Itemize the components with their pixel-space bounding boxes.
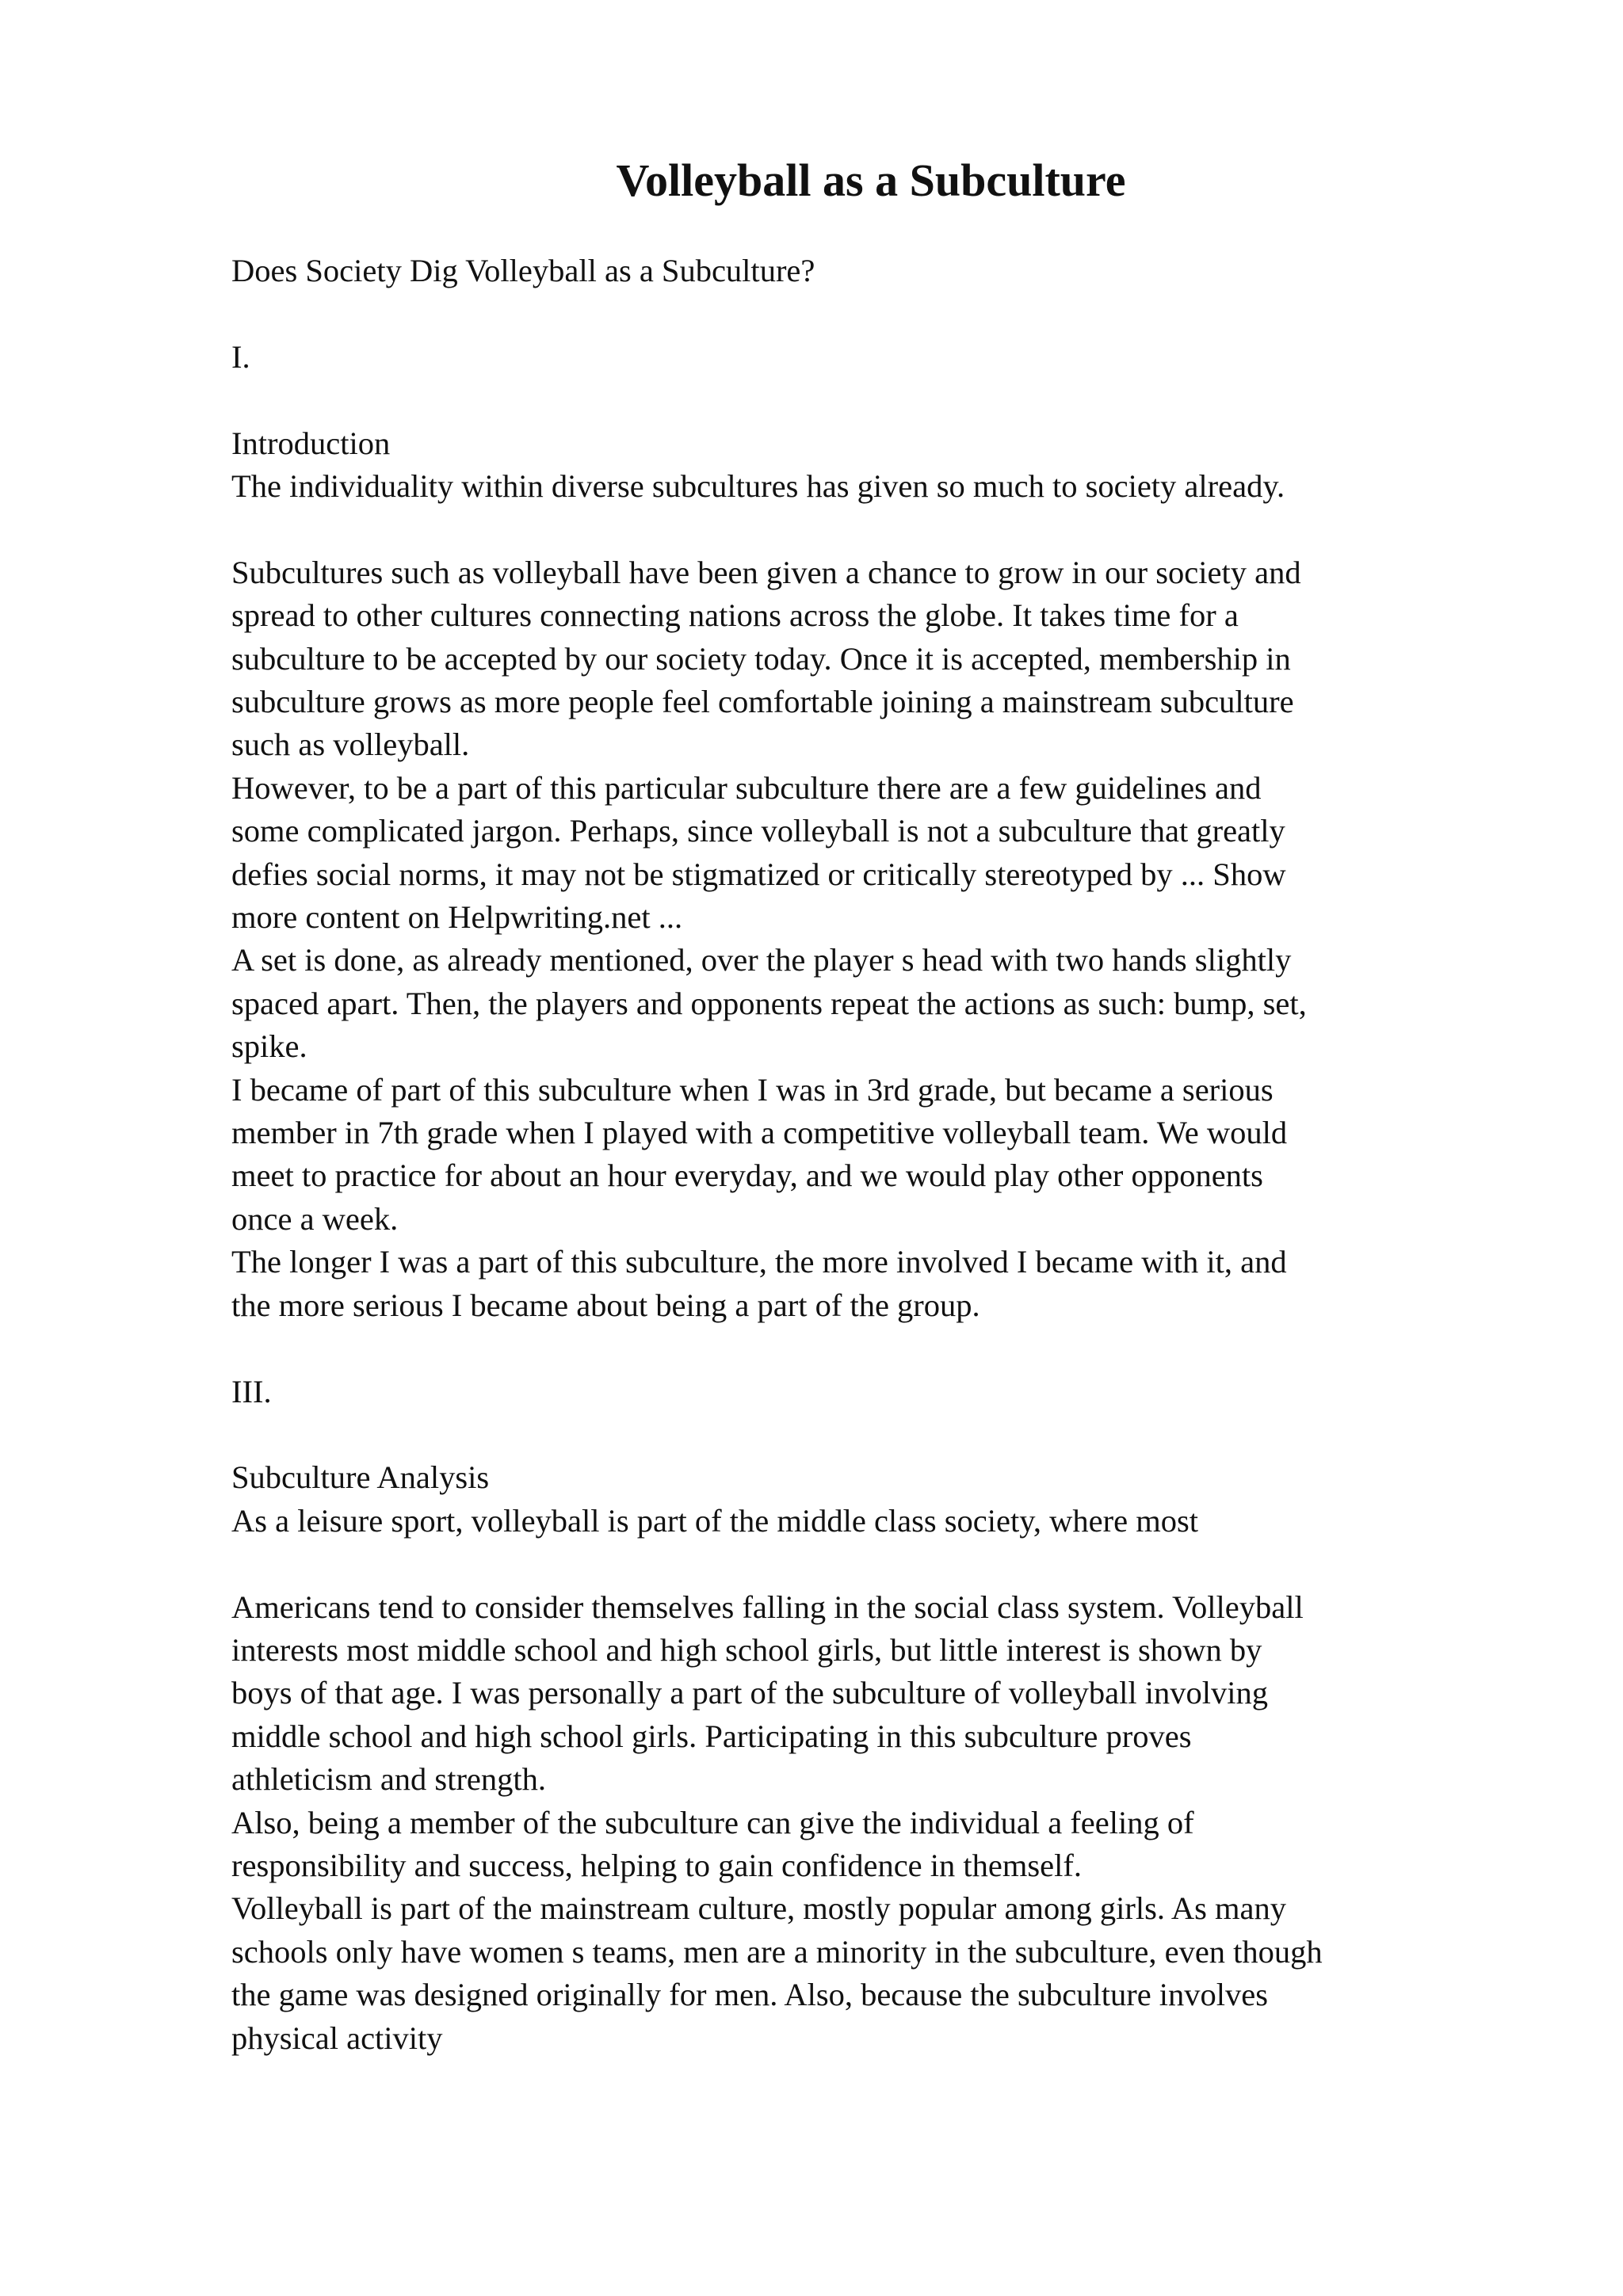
text-line: Does Society Dig Volleyball as a Subculture?: [231, 253, 815, 288]
text-line: meet to practice for about an hour everyday, and we would play other opponents: [231, 1158, 1263, 1194]
blank-line: [231, 292, 1515, 335]
text-line: athleticism and strength.: [231, 1761, 547, 1798]
text-line: defies social norms, it may not be stigmatized or critically stereotyped by ... Show: [231, 856, 1286, 892]
document-body: [231, 250, 1515, 2060]
text-line: middle school and high school girls. Participating in this subculture proves: [231, 1718, 1192, 1754]
text-line: The individuality within diverse subcultures has given so much to society already.: [231, 468, 1285, 504]
text-line: once a week.: [231, 1200, 399, 1237]
text-line: member in 7th grade when I played with a competitive volleyball team. We would: [231, 1115, 1288, 1151]
text-line: the game was designed originally for men. Also, because the subculture involves: [231, 1977, 1269, 2013]
text-line: the more serious I became about being a part of the group.: [231, 1287, 980, 1323]
text-line: Introduction: [231, 425, 391, 461]
text-line: more content on Helpwriting.net ...: [231, 899, 683, 936]
text-line: A set is done, as already mentioned, over the player s head with two hands slightly: [231, 942, 1292, 978]
text-line: physical activity: [231, 2019, 443, 2056]
text-line: III.: [231, 1373, 272, 1409]
text-line: subculture grows as more people feel comfortable joining a mainstream subculture: [231, 684, 1294, 720]
text-line: Subculture Analysis: [231, 1459, 490, 1496]
text-line: As a leisure sport, volleyball is part of the middle class society, where most: [231, 1502, 1198, 1539]
text-line: boys of that age. I was personally a part of the subculture of volleyball involving: [231, 1675, 1269, 1711]
text-line: I.: [231, 338, 250, 375]
text-line: subculture to be accepted by our society today. Once it is accepted, membership in: [231, 640, 1291, 677]
text-line: spaced apart. Then, the players and opponents repeat the actions as such: bump, set,: [231, 985, 1307, 1021]
text-line: spike.: [231, 1028, 307, 1065]
text-line: Also, being a member of the subculture can give the individual a feeling of: [231, 1804, 1194, 1840]
document-title: Volleyball as a Subculture: [616, 154, 1126, 206]
text-line: responsibility and success, helping to gain confidence in themself.: [231, 1847, 1082, 1883]
text-line: interests most middle school and high school girls, but little interest is shown by: [231, 1631, 1262, 1668]
text-line: Subcultures such as volleyball have been given a chance to grow in our society and: [231, 554, 1301, 590]
text-line: schools only have women s teams, men are a minority in the subculture, even though: [231, 1933, 1323, 1970]
blank-line: [231, 379, 1515, 421]
text-line: such as volleyball.: [231, 727, 470, 763]
text-line: Americans tend to consider themselves falling in the social class system. Volleyball: [231, 1589, 1304, 1625]
blank-line: [231, 1327, 1515, 1370]
text-line: spread to other cultures connecting nations across the globe. It takes time for a: [231, 597, 1239, 634]
text-line: some complicated jargon. Perhaps, since volleyball is not a subculture that greatly: [231, 813, 1285, 849]
blank-line: [231, 1543, 1515, 1585]
text-line: The longer I was a part of this subculture, the more involved I became with it, and: [231, 1244, 1287, 1280]
blank-line: [231, 1413, 1515, 1456]
text-line: Volleyball is part of the mainstream culture, mostly popular among girls. As many: [231, 1890, 1287, 1927]
text-line: However, to be a part of this particular subculture there are a few guidelines and: [231, 769, 1262, 806]
blank-line: [231, 508, 1515, 551]
text-line: I became of part of this subculture when I was in 3rd grade, but became a serious: [231, 1071, 1274, 1108]
